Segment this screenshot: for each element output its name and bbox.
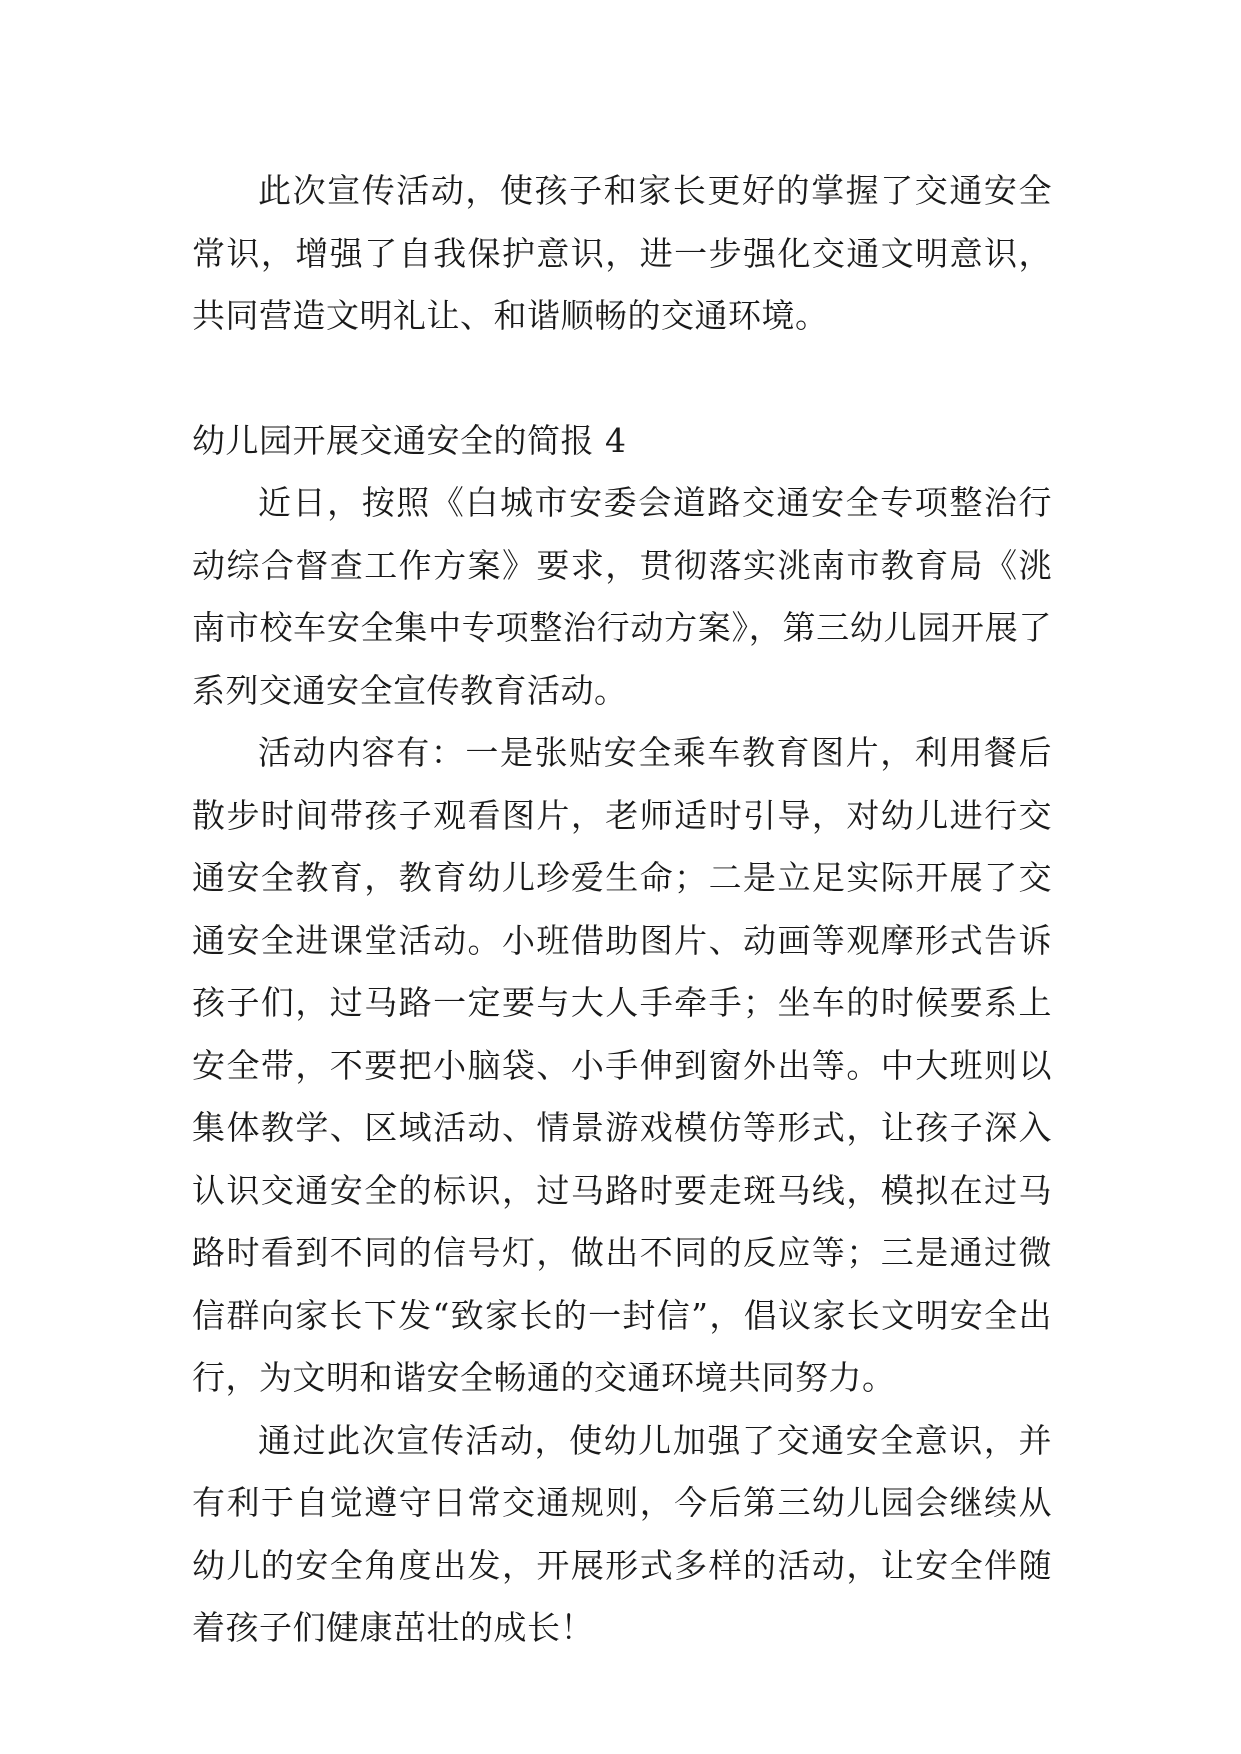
body-paragraph-3: 通过此次宣传活动，使幼儿加强了交通安全意识，并有利于自觉遵守日常交通规则，今后第三幼儿园会继续从幼儿的安全角度出发，开展形式多样的活动，让安全伴随着孩子们健康茁壮的成长！ <box>192 1420 1052 1647</box>
intro-paragraph: 此次宣传活动，使孩子和家长更好的掌握了交通安全常识，增强了自我保护意识，进一步强化交通文明意识，共同营造文明礼让、和谐顺畅的交通环境。 <box>192 171 1052 335</box>
document-body <box>192 160 1052 1660</box>
section-title: 幼儿园开展交通安全的简报 4 <box>192 420 627 460</box>
body-paragraph-1: 近日，按照《白城市安委会道路交通安全专项整治行动综合督查工作方案》要求，贯彻落实洮南市教育局《洮南市校车安全集中专项整治行动方案》，第三幼儿园开展了系列交通安全宣传教育活动。 <box>192 483 1052 710</box>
body-paragraph-2: 活动内容有：一是张贴安全乘车教育图片，利用餐后散步时间带孩子观看图片，老师适时引导，对幼儿进行交通安全教育，教育幼儿珍爱生命；二是立足实际开展了交通安全进课堂活动。小班借助图片、动画等观摩形式告诉孩子们，过马路一定要与大人手牵手；坐车的时候要系上安全带，不要把小脑袋、小手伸到窗外出等。中大班则以集体教学、区域活动、情景游戏模仿等形式，让孩子深入认识交通安全的标识，过马路时要走斑马线，模拟在过马路时看到不同的信号灯，做出不同的反应等；三是通过微信群向家长下发“致家长的一封信”，倡议家长文明安全出行，为文明和谐安全畅通的交通环境共同努力。 <box>192 733 1052 1397</box>
